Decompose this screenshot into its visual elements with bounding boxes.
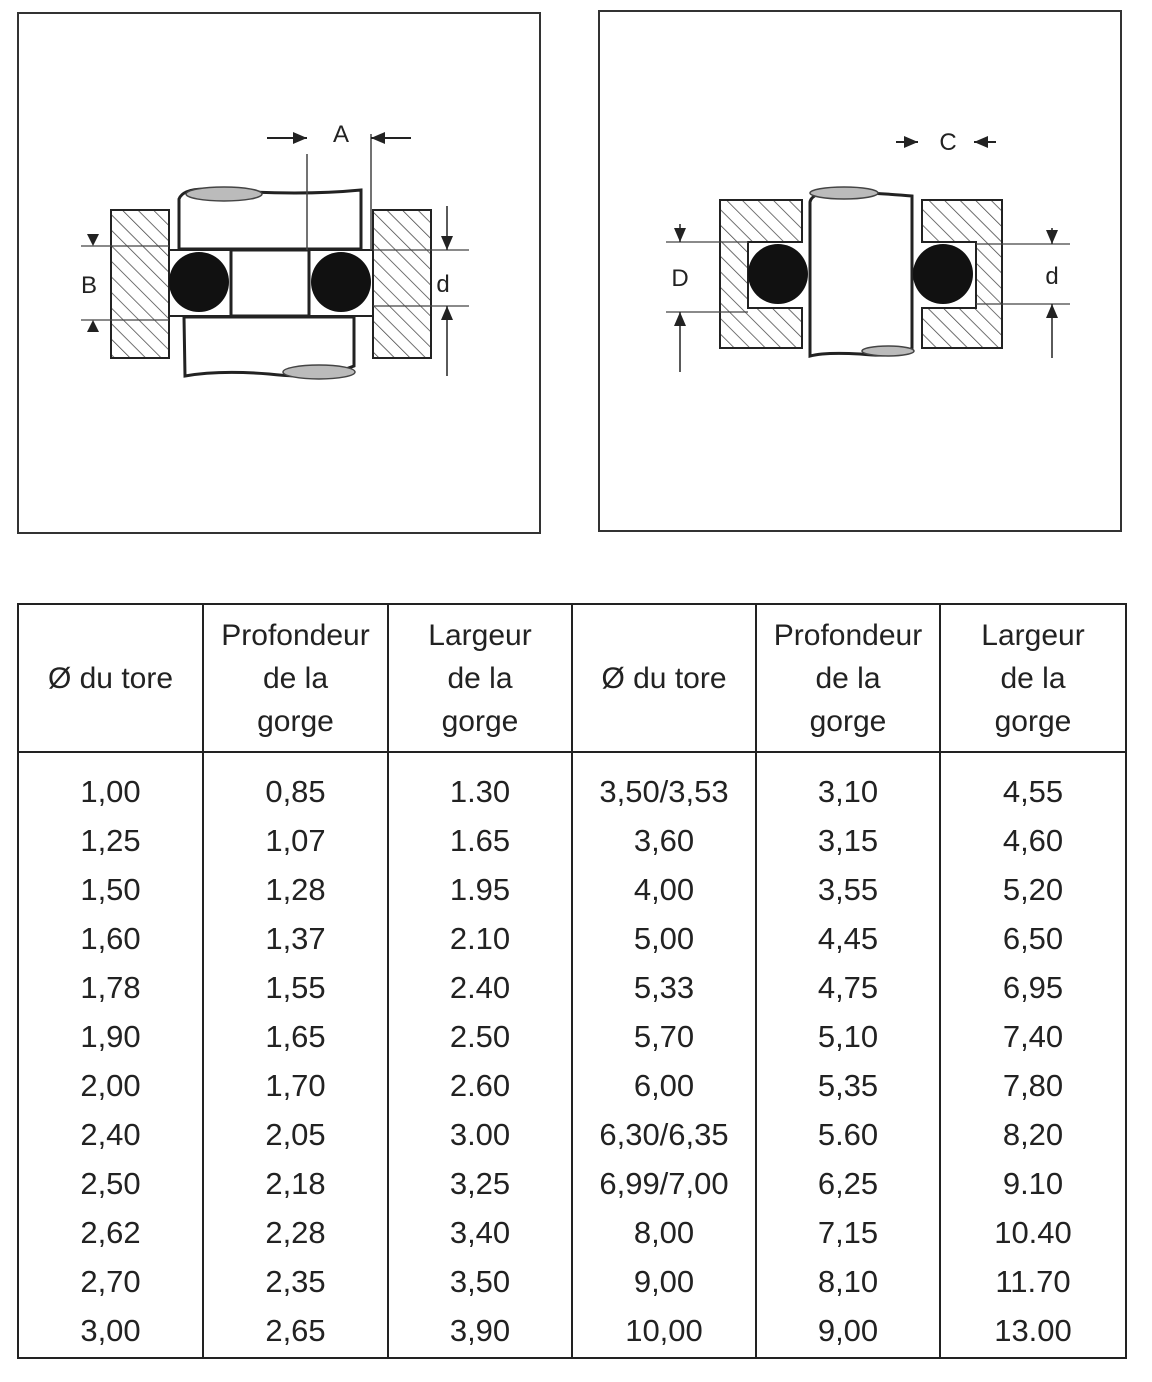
column-header-line: de la — [815, 661, 881, 695]
table-cell: 1,70 — [265, 1068, 326, 1103]
table-cell: 1,00 — [80, 774, 141, 809]
column-header-line: gorge — [809, 704, 887, 738]
table-cell: 5,33 — [633, 970, 695, 1005]
table-cell: 1,07 — [265, 823, 326, 858]
table-cell: 4,55 — [1002, 774, 1064, 809]
column-header-line: de la — [262, 661, 329, 695]
table-cell: 3,55 — [817, 872, 879, 907]
table-cell: 1.30 — [449, 774, 511, 809]
table-cell: 5,35 — [817, 1068, 879, 1103]
table-body-row — [18, 752, 1126, 1358]
table-cell: 8,00 — [633, 1215, 695, 1250]
column-values — [572, 752, 756, 1358]
table-cell: 5.60 — [817, 1117, 879, 1152]
dimension-label-d-left: d — [436, 271, 450, 298]
column-header — [756, 604, 940, 752]
table-cell: 2,65 — [265, 1313, 326, 1348]
dimension-label-d-right: d — [1045, 263, 1059, 290]
table-cell: 5,10 — [817, 1019, 879, 1054]
diagram-panel-left — [17, 12, 541, 534]
table-cell: 7,80 — [1002, 1068, 1064, 1103]
column-header-line: Ø du tore — [47, 661, 174, 695]
table-cell: 4,75 — [817, 970, 879, 1005]
table-cell: 4,00 — [633, 872, 695, 907]
table-cell: 2,40 — [80, 1117, 141, 1152]
diagram-panel-right — [598, 10, 1122, 532]
table-cell: 1,90 — [80, 1019, 141, 1054]
table-cell: 10.40 — [994, 1215, 1072, 1250]
column-header-line: de la — [447, 661, 513, 695]
o-ring-left — [748, 244, 808, 304]
column-values — [940, 752, 1126, 1358]
column-values — [203, 752, 388, 1358]
rod-groove-diagram — [600, 12, 1120, 530]
column-header-line: Profondeur — [221, 618, 370, 652]
table-cell: 11.70 — [995, 1264, 1071, 1299]
column-header-line: gorge — [257, 704, 334, 738]
table-cell: 1.65 — [449, 823, 511, 858]
table-cell: 3.00 — [449, 1117, 511, 1152]
table-cell: 3,50/3,53 — [599, 774, 729, 809]
table-cell: 4,45 — [817, 921, 879, 956]
housing-wall-right — [373, 210, 431, 358]
column-header-line: gorge — [441, 704, 519, 738]
table-cell: 1,50 — [80, 872, 141, 907]
table-cell: 9.10 — [1002, 1166, 1064, 1201]
table-cell: 3,00 — [80, 1313, 141, 1348]
table-cell: 3,40 — [449, 1215, 511, 1250]
table-cell: 8,10 — [817, 1264, 879, 1299]
table-cell: 1,60 — [80, 921, 141, 956]
table-cell: 10,00 — [625, 1313, 703, 1348]
table-cell: 2.50 — [449, 1019, 511, 1054]
housing-wall-left — [111, 210, 169, 358]
column-values — [756, 752, 940, 1358]
o-ring-right — [913, 244, 973, 304]
table-cell: 1,65 — [265, 1019, 326, 1054]
table-cell: 9,00 — [817, 1313, 879, 1348]
table-cell: 1,25 — [80, 823, 141, 858]
table-cell: 2,28 — [265, 1215, 326, 1250]
table-cell: 1,55 — [265, 970, 326, 1005]
piston-core — [231, 250, 309, 316]
column-header-line: gorge — [994, 704, 1072, 738]
table-cell: 3,25 — [449, 1166, 511, 1201]
table-cell: 2.40 — [449, 970, 511, 1005]
table-cell: 13.00 — [994, 1313, 1072, 1348]
column-header — [572, 604, 756, 752]
table-cell: 2,35 — [265, 1264, 326, 1299]
table-cell: 2,50 — [80, 1166, 141, 1201]
table-cell: 1.95 — [449, 872, 511, 907]
table-cell: 5,00 — [633, 921, 695, 956]
column-header — [388, 604, 572, 752]
table-header-row — [18, 604, 1126, 752]
table-cell: 5,20 — [1002, 872, 1064, 907]
table-cell: 3,90 — [449, 1313, 511, 1348]
table-cell: 4,60 — [1002, 823, 1064, 858]
piston-groove-diagram — [19, 14, 539, 532]
column-values — [388, 752, 572, 1358]
table-cell: 3,15 — [817, 823, 879, 858]
table-cell: 9,00 — [633, 1264, 695, 1299]
dimension-label-d-upper: D — [671, 265, 689, 292]
table-cell: 6,99/7,00 — [599, 1166, 729, 1201]
table-cell: 6,25 — [817, 1166, 879, 1201]
table-cell: 3,50 — [449, 1264, 511, 1299]
table-cell: 7,40 — [1002, 1019, 1064, 1054]
column-values — [18, 752, 203, 1358]
table-cell: 6,50 — [1002, 921, 1064, 956]
dimension-label-c: C — [939, 129, 957, 156]
rod — [810, 192, 912, 356]
table-cell: 5,70 — [633, 1019, 695, 1054]
table-cell: 2.10 — [449, 921, 511, 956]
column-header — [18, 604, 203, 752]
table-cell: 2,00 — [80, 1068, 141, 1103]
table-cell: 2,62 — [80, 1215, 141, 1250]
table-cell: 2,18 — [265, 1166, 326, 1201]
table-cell: 1,37 — [265, 921, 326, 956]
table-cell: 1,28 — [265, 872, 326, 907]
table-cell: 3,10 — [817, 774, 879, 809]
dimension-label-b: B — [80, 272, 98, 299]
column-header-line: Ø du tore — [601, 661, 727, 695]
o-ring-left — [169, 252, 229, 312]
table-cell: 8,20 — [1002, 1117, 1064, 1152]
groove-dimensions-table — [17, 603, 1127, 1359]
table-cell: 2,05 — [265, 1117, 326, 1152]
column-header-line: Largeur — [428, 618, 532, 652]
table-cell: 3,60 — [633, 823, 695, 858]
table-cell: 0,85 — [265, 774, 326, 809]
o-ring-right — [311, 252, 371, 312]
table-cell: 7,15 — [817, 1215, 879, 1250]
table-cell: 6,95 — [1002, 970, 1064, 1005]
dimension-label-a: A — [332, 121, 350, 148]
table-cell: 1,78 — [80, 970, 141, 1005]
column-header-line: Profondeur — [773, 618, 923, 652]
table-cell: 2.60 — [449, 1068, 511, 1103]
column-header — [940, 604, 1126, 752]
table-cell: 2,70 — [80, 1264, 141, 1299]
column-header — [203, 604, 388, 752]
table-cell: 6,00 — [633, 1068, 695, 1103]
column-header-line: Largeur — [981, 618, 1085, 652]
table-cell: 6,30/6,35 — [599, 1117, 729, 1152]
column-header-line: de la — [1000, 661, 1066, 695]
